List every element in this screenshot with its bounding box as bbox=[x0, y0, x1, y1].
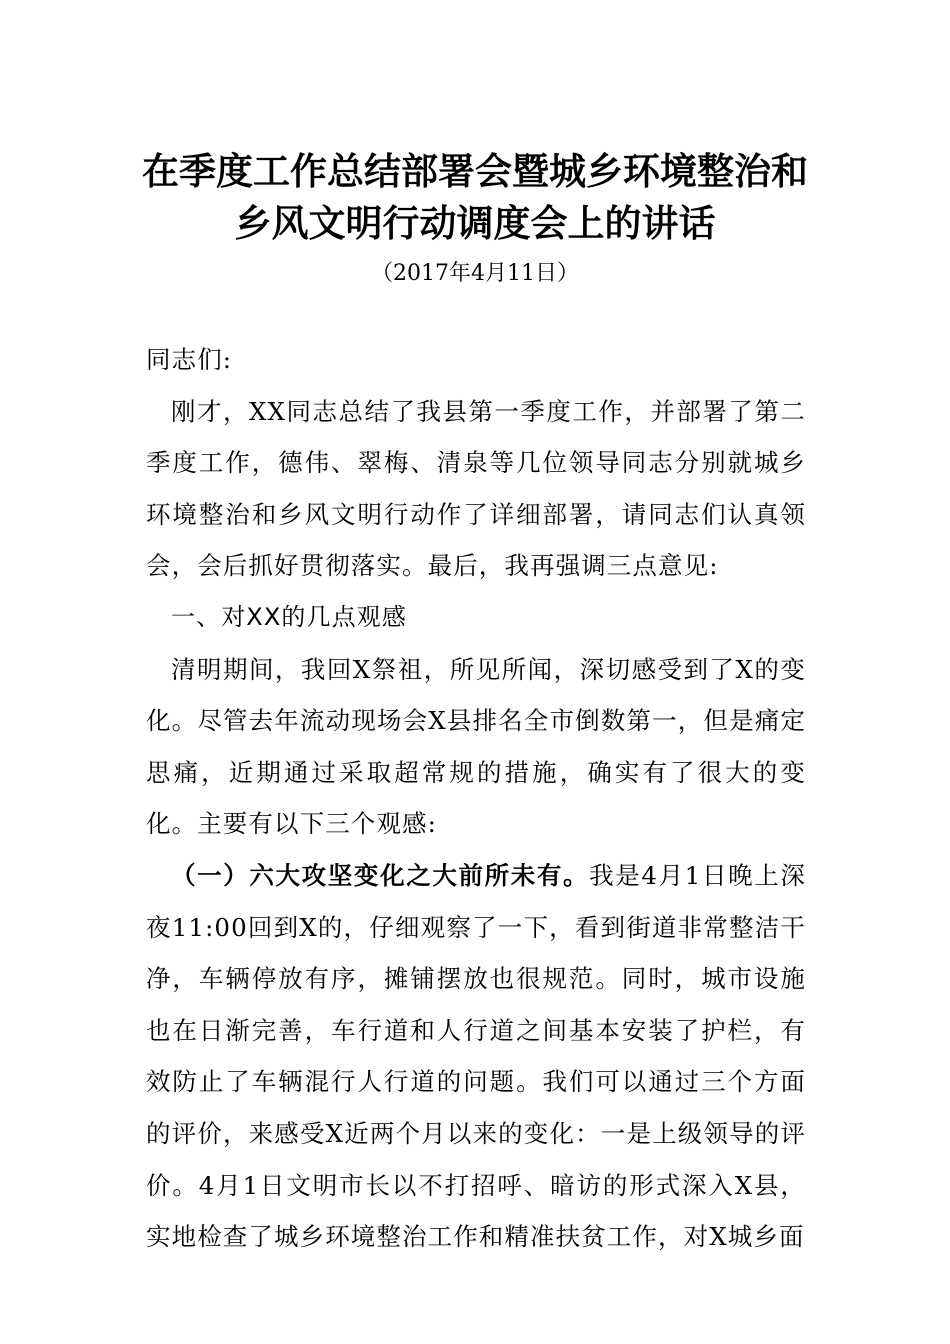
opening-paragraph: 刚才，XX同志总结了我县第一季度工作，并部署了第二季度工作，德伟、翠梅、清泉等几位领导同志分别就城乡环境整治和乡风文明行动作了详细部署，请同志们认真领会，会后抓好贯彻落实。最后，我再强调三点意见: bbox=[146, 396, 806, 581]
section-heading-1: 一、对XX的几点观感 bbox=[171, 602, 407, 631]
document-title-line-1: 在季度工作总结部署会暨城乡环境整治和 bbox=[142, 150, 808, 193]
document-title-line-2: 乡风文明行动调度会上的讲话 bbox=[234, 202, 716, 245]
observation-paragraph: 清明期间，我回X祭祖，所见所闻，深切感受到了X的变化。尽管去年流动现场会X县排名全市倒数第一，但是痛定思痛，近期通过采取超常规的措施，确实有了很大的变化。主要有以下三个观感: bbox=[146, 654, 806, 839]
subsection-paragraph-1 bbox=[146, 850, 806, 1263]
subsection-text-1: 我是4月1日晚上深夜11:00回到X的，仔细观察了一下，看到街道非常整洁干净，车辆停放有序，摊铺摆放也很规范。同时，城市设施也在日渐完善，车行道和人行道之间基本安装了护栏，有效防止了车辆混行人行道的问题。我们可以通过三个方面的评价，来感受X近两个月以来的变化：一是上级领导的评价。4月1日文明市长以不打招呼、暗访的形式深入X县，实地检查了城乡环境整治工作和精准扶贫工作，对X城乡面 bbox=[146, 860, 806, 1252]
speech-date: （2017年4月11日） bbox=[371, 261, 579, 286]
salutation: 同志们: bbox=[146, 345, 233, 374]
document-body bbox=[146, 334, 806, 1263]
subsection-lead-1: （一）六大攻坚变化之大前所未有。 bbox=[171, 860, 590, 890]
